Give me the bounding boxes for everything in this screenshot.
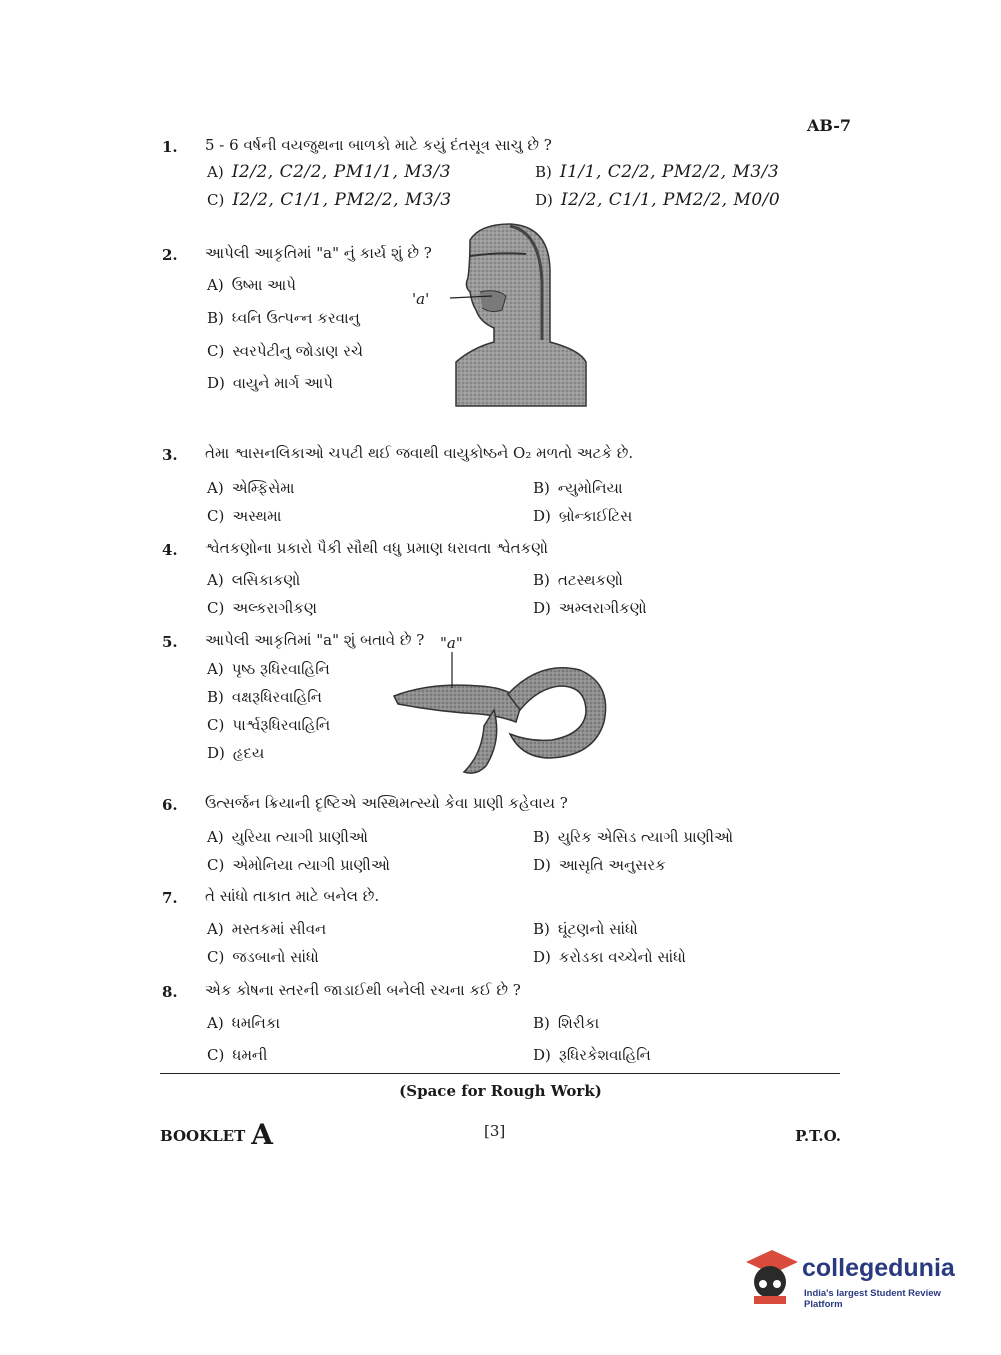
question-number: 7. [162, 889, 178, 907]
brand-name: collegedunia [802, 1254, 955, 1282]
question-text: તેમા શ્વાસનલિકાઓ ચપટી થઈ જવાથી વાયુકોષ્ઠને O₂ મળતો અટકે છે. [205, 444, 634, 462]
option-d[interactable]: D) રૂધિરકેશવાહિનિ [533, 1046, 651, 1064]
human-head-section-figure [410, 222, 590, 410]
collegedunia-watermark [742, 1248, 972, 1308]
option-c[interactable]: C) જડબાનો સાંધો [207, 948, 319, 966]
option-d[interactable]: D) બ્રોન્કાઈટિસ [533, 507, 633, 525]
question-number: 8. [162, 983, 178, 1001]
option-a[interactable]: A) યુરિયા ત્યાગી પ્રાણીઓ [207, 828, 368, 846]
option-a[interactable]: A) લસિકાકણો [207, 571, 301, 589]
rough-work-label: (Space for Rough Work) [399, 1082, 602, 1100]
option-b[interactable]: B) તટસ્થકણો [533, 571, 623, 589]
option-d[interactable]: D) અમ્લરાગીકણો [533, 599, 647, 617]
option-a[interactable]: A) I2/2, C2/2, PM1/1, M3/3 [207, 162, 452, 182]
option-d[interactable]: D) આસૃતિ અનુસરક [533, 856, 666, 874]
option-c[interactable]: C) ધમની [207, 1046, 268, 1064]
pto-label: P.T.O. [795, 1127, 841, 1145]
question-text: આપેલી આકૃતિમાં "a" શું બતાવે છે ? [205, 631, 425, 649]
student-logo-icon [742, 1248, 798, 1306]
option-a[interactable]: A) ધમનિકા [207, 1014, 281, 1032]
option-a[interactable]: A) પૃષ્ઠ રૂધિરવાહિનિ [207, 660, 330, 678]
booklet-label: BOOKLET A [160, 1118, 274, 1151]
option-d[interactable]: D) હૃદય [207, 744, 265, 762]
question-text: શ્વેતકણોના પ્રકારો પૈકી સૌથી વધુ પ્રમાણ ધરાવતા શ્વેતકણો [205, 539, 548, 557]
option-b[interactable]: B) ઘૂંટણનો સાંધો [533, 920, 638, 938]
option-d[interactable]: D) કરોડકા વચ્ચેનો સાંધો [533, 948, 686, 966]
question-text: એક કોષના સ્તરની જાડાઈથી બનેલી રચના કઈ છે ? [205, 981, 521, 999]
option-c[interactable]: C) અલ્કરાગીકણ [207, 599, 317, 617]
option-b[interactable]: B) I1/1, C2/2, PM2/2, M3/3 [535, 162, 780, 182]
question-text: ઉત્સર્જન ક્રિયાની દૃષ્ટિએ અસ્થિમત્સ્યો કેવા પ્રાણી કહેવાય ? [205, 794, 568, 812]
option-b[interactable]: B) ન્યુમોનિયા [533, 479, 623, 497]
option-b[interactable]: B) શિરીકા [533, 1014, 600, 1032]
page-number: [3] [484, 1122, 506, 1140]
option-b[interactable]: B) ધ્વનિ ઉત્પન્ન કરવાનુ [207, 309, 360, 327]
booklet-letter: A [251, 1118, 274, 1151]
question-number: 1. [162, 138, 178, 156]
question-number: 2. [162, 246, 178, 264]
question-number: 4. [162, 541, 178, 559]
option-a[interactable]: A) ઉષ્મા આપે [207, 276, 296, 294]
earthworm-figure [390, 630, 615, 780]
question-text: 5 - 6 વર્ષની વયજુથના બાળકો માટે કયું દંતસૂત્ર સાચુ છે ? [205, 136, 552, 154]
question-text: આપેલી આકૃતિમાં "a" નું કાર્ય શું છે ? [205, 244, 432, 262]
option-c[interactable]: C) અસ્થમા [207, 507, 282, 525]
option-b[interactable]: B) વક્ષરૂધિરવાહિનિ [207, 688, 322, 706]
option-c[interactable]: C) સ્વરપેટીનુ જોડાણ રચે [207, 342, 364, 360]
option-d[interactable]: D) વાયુને માર્ગ આપે [207, 374, 333, 392]
question-number: 3. [162, 446, 178, 464]
figure-label-a: 'a' [412, 290, 430, 308]
brand-tagline: India's largest Student Review Platform [804, 1288, 941, 1310]
footer-divider [160, 1073, 840, 1074]
question-text: તે સાંધો તાકાત માટે બનેલ છે. [205, 887, 380, 905]
option-c[interactable]: C) એમોનિયા ત્યાગી પ્રાણીઓ [207, 856, 390, 874]
option-a[interactable]: A) એમ્ફિસેમા [207, 479, 295, 497]
question-number: 5. [162, 633, 178, 651]
question-number: 6. [162, 796, 178, 814]
option-c[interactable]: C) પાર્શ્વરૂધિરવાહિનિ [207, 716, 331, 734]
option-b[interactable]: B) યુરિક એસિડ ત્યાગી પ્રાણીઓ [533, 828, 734, 846]
option-d[interactable]: D) I2/2, C1/1, PM2/2, M0/0 [535, 190, 781, 210]
paper-code: AB-7 [806, 116, 851, 135]
option-a[interactable]: A) મસ્તકમાં સીવન [207, 920, 327, 938]
option-c[interactable]: C) I2/2, C1/1, PM2/2, M3/3 [207, 190, 452, 210]
figure-label-a: "a" [440, 634, 463, 652]
